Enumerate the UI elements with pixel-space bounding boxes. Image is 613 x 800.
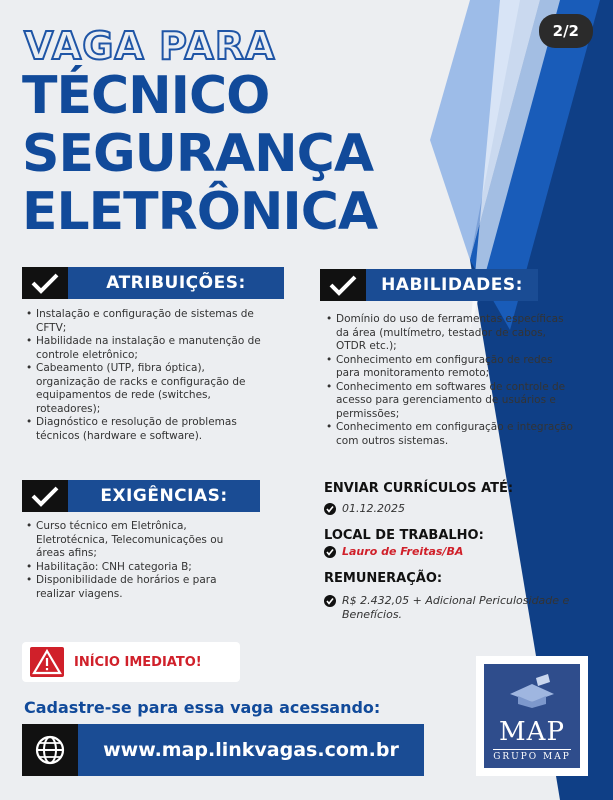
list-item: • Disponibilidade de horários e para realizar viagens.: [24, 574, 254, 601]
check-circle-icon: [324, 546, 336, 558]
inicio-imediato-badge: [22, 642, 240, 682]
list-item: • Instalação e configuração de sistemas de CFTV;: [24, 308, 270, 335]
title-seguranca: SEGURANÇA: [22, 124, 374, 184]
habilidades-header: [320, 269, 538, 301]
mortarboard-icon: [502, 674, 562, 708]
title-eletronica: ELETRÔNICA: [22, 182, 378, 242]
inicio-imediato-text: INÍCIO IMEDIATO!: [74, 654, 202, 670]
exigencias-list: [24, 520, 254, 601]
globe-icon: [22, 724, 78, 776]
logo-subtitle: GRUPO MAP: [493, 749, 571, 762]
title-vaga-para: VAGA PARA: [24, 24, 276, 68]
local-trabalho-label: LOCAL DE TRABALHO:: [324, 528, 484, 543]
title-tecnico: TÉCNICO: [22, 66, 270, 126]
exigencias-title: EXIGÊNCIAS:: [68, 480, 260, 512]
enviar-curriculos-value: 01.12.2025: [324, 502, 564, 516]
exigencias-header: [22, 480, 260, 512]
list-item: • Conhecimento em configuração de redes para monitoramento remoto;: [324, 354, 574, 381]
list-item: • Conhecimento em softwares de controle de acesso para gerenciamento de usuários e permissões;: [324, 381, 574, 422]
enviar-curriculos-label: ENVIAR CURRÍCULOS ATÉ:: [324, 481, 514, 496]
list-item: • Habilidade na instalação e manutenção de controle eletrônico;: [24, 335, 270, 362]
atribuicoes-title: ATRIBUIÇÕES:: [68, 267, 284, 299]
url-link[interactable]: [22, 724, 424, 776]
atribuicoes-list: [24, 308, 270, 443]
url-text[interactable]: www.map.linkvagas.com.br: [78, 724, 424, 776]
checkmark-icon: [22, 267, 68, 299]
local-trabalho-value: Lauro de Freitas/BA: [324, 545, 564, 559]
atribuicoes-header: [22, 267, 284, 299]
check-circle-icon: [324, 503, 336, 515]
remuneracao-label: REMUNERAÇÃO:: [324, 571, 443, 586]
list-item: • Domínio do uso de ferramentas específicas da área (multímetro, testador de cabos, OTDR etc.);: [324, 313, 574, 354]
cadastre-text: Cadastre-se para essa vaga acessando:: [24, 698, 381, 717]
warning-icon: [30, 647, 64, 677]
habilidades-title: HABILIDADES:: [366, 269, 538, 301]
checkmark-icon: [320, 269, 366, 301]
remuneracao-value: R$ 2.432,05 + Adicional Periculosidade e Benefícios.: [324, 594, 574, 622]
check-circle-icon: [324, 595, 336, 607]
habilidades-list: [324, 313, 574, 448]
list-item: • Diagnóstico e resolução de problemas técnicos (hardware e software).: [24, 416, 270, 443]
list-item: • Conhecimento em configuração e integração com outros sistemas.: [324, 421, 574, 448]
list-item: • Habilitação: CNH categoria B;: [24, 561, 254, 575]
image-counter: 2/2: [539, 14, 593, 48]
map-logo: [476, 656, 588, 776]
list-item: • Cabeamento (UTP, fibra óptica), organização de racks e configuração de equipamentos de rede (switches, roteadores);: [24, 362, 270, 416]
list-item: • Curso técnico em Eletrônica, Eletrotécnica, Telecomunicações ou áreas afins;: [24, 520, 254, 561]
checkmark-icon: [22, 480, 68, 512]
logo-name: MAP: [499, 717, 565, 747]
